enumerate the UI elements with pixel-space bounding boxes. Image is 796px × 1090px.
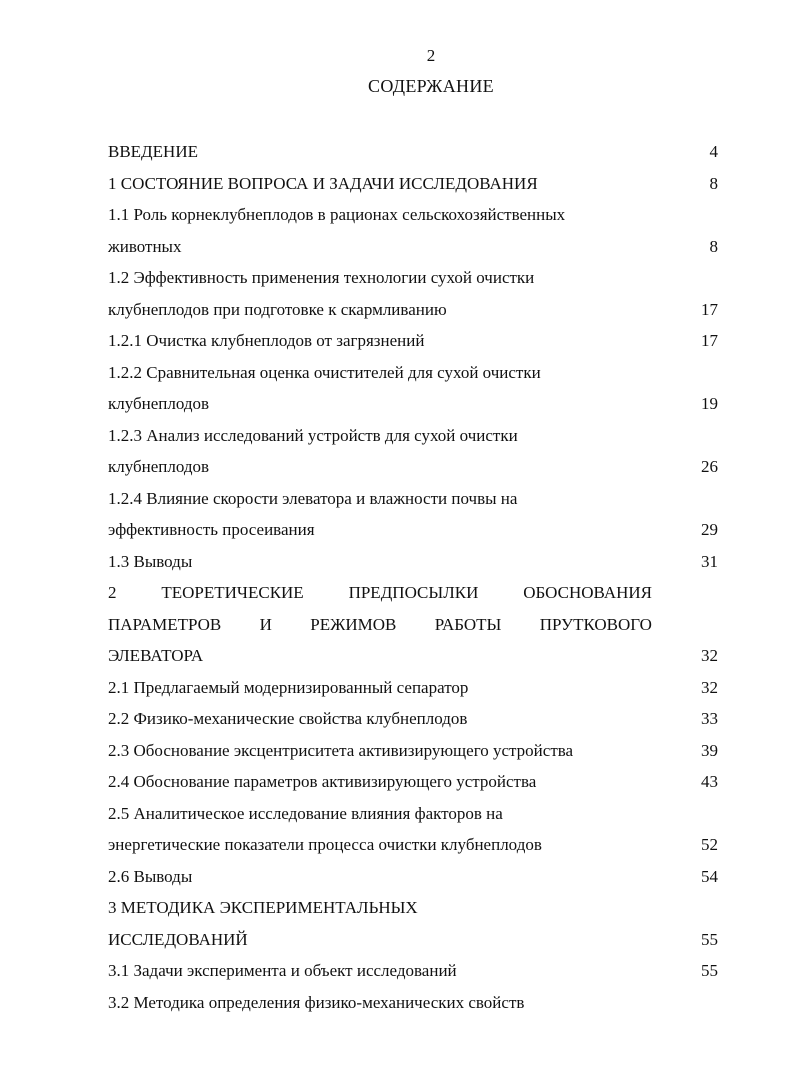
toc-line xyxy=(108,609,720,641)
toc-word: ОБОСНОВАНИЯ xyxy=(523,583,652,602)
toc-entry xyxy=(108,672,720,704)
toc-entry xyxy=(108,861,720,893)
toc-entry-text: 1.2.4 Влияние скорости элеватора и влажности почвы на xyxy=(108,488,518,508)
toc-page-number: 55 xyxy=(701,961,718,980)
toc-entry-text: 3.1 Задачи эксперимента и объект исследований xyxy=(108,961,457,980)
toc-line xyxy=(108,514,720,546)
toc-entry-text: 1 СОСТОЯНИЕ ВОПРОСА И ЗАДАЧИ ИССЛЕДОВАНИЯ xyxy=(108,173,538,193)
toc-entry-text: клубнеплодов при подготовке к скармливанию xyxy=(108,299,447,319)
toc-entry-text: ЭЛЕВАТОРА xyxy=(108,646,204,665)
toc-line xyxy=(108,924,720,956)
toc-entry-text: 2.2 Физико-механические свойства клубнеплодов xyxy=(108,709,468,728)
toc-entry xyxy=(108,546,720,578)
toc-page-number: 32 xyxy=(701,677,718,697)
toc-page-number: 55 xyxy=(701,929,718,949)
toc-entry-text: 2.6 Выводы xyxy=(108,866,193,886)
toc-word: ТЕОРЕТИЧЕСКИЕ xyxy=(161,583,304,602)
toc-entry-text: 1.2 Эффективность применения технологии сухой очистки xyxy=(108,268,535,287)
toc-entry-text: клубнеплодов xyxy=(108,457,210,476)
toc-page-number: 31 xyxy=(701,551,718,571)
toc-entry xyxy=(108,766,720,798)
toc-line xyxy=(108,199,720,231)
toc-word: ПРУТКОВОГО xyxy=(539,614,652,634)
toc-page-number: 8 xyxy=(709,236,718,256)
toc-entry xyxy=(108,136,720,168)
toc-entry xyxy=(108,892,720,955)
toc-entry xyxy=(108,168,720,200)
toc-line xyxy=(108,420,720,452)
toc-entry xyxy=(108,199,720,262)
toc-entry-text: 2.5 Аналитическое исследование влияния факторов на xyxy=(108,803,503,823)
toc-entry xyxy=(108,987,720,1019)
toc-entry xyxy=(108,483,720,546)
toc-entry-text: клубнеплодов xyxy=(108,394,210,413)
toc-line xyxy=(108,325,720,357)
toc-line xyxy=(108,546,720,578)
toc-entry xyxy=(108,420,720,483)
toc-line xyxy=(108,262,720,294)
toc-page-number: 29 xyxy=(701,520,718,539)
toc-entry-text: ВВЕДЕНИЕ xyxy=(108,142,198,161)
toc-word: И xyxy=(259,614,272,634)
toc-page-number: 26 xyxy=(701,457,718,476)
toc-line xyxy=(108,357,720,389)
page-title: СОДЕРЖАНИЕ xyxy=(368,76,494,96)
toc-page-number: 4 xyxy=(709,142,718,161)
toc-line xyxy=(108,168,720,200)
toc-line xyxy=(108,483,720,515)
toc-line xyxy=(108,294,720,326)
toc-line xyxy=(108,451,720,483)
toc-entry-text: 3.2 Методика определения физико-механических свойств xyxy=(108,992,525,1012)
toc-entry-text: эффективность просеивания xyxy=(108,520,315,539)
toc-page-number: 54 xyxy=(701,866,718,886)
toc-page-number: 43 xyxy=(701,772,718,791)
toc-page-number: 8 xyxy=(709,173,718,193)
toc-line xyxy=(108,640,720,672)
toc-line xyxy=(108,892,720,924)
toc-word: ПАРАМЕТРОВ xyxy=(108,614,222,634)
toc-page-number: 17 xyxy=(701,331,718,350)
toc-line xyxy=(108,703,720,735)
toc-entry-text: ИССЛЕДОВАНИЙ xyxy=(108,929,248,949)
toc-line xyxy=(108,861,720,893)
toc-page-number: 52 xyxy=(701,835,718,854)
toc-line xyxy=(108,798,720,830)
toc-line xyxy=(108,987,720,1019)
toc-line xyxy=(108,955,720,987)
toc-entry xyxy=(108,262,720,325)
toc-entry xyxy=(108,577,720,672)
toc-entry-text: 1.2.3 Анализ исследований устройств для сухой очистки xyxy=(108,425,518,445)
toc-line xyxy=(108,136,720,168)
toc-entry xyxy=(108,357,720,420)
toc-entry-text: 1.2.1 Очистка клубнеплодов от загрязнений xyxy=(108,331,425,350)
toc-entry xyxy=(108,955,720,987)
toc-line xyxy=(108,829,720,861)
toc-line xyxy=(108,577,720,609)
toc-entry-text xyxy=(108,609,652,641)
toc-entry xyxy=(108,798,720,861)
toc-entry-text: 1.2.2 Сравнительная оценка очистителей для сухой очистки xyxy=(108,362,541,382)
toc-word: 2 xyxy=(108,583,117,602)
toc-line xyxy=(108,766,720,798)
toc-line xyxy=(108,231,720,263)
toc-page-number: 39 xyxy=(701,740,718,760)
toc-entry-text: 2.1 Предлагаемый модернизированный сепаратор xyxy=(108,677,469,697)
toc-entry-text: 1.1 Роль корнеклубнеплодов в рационах сельскохозяйственных xyxy=(108,205,566,224)
toc-entry-text: 2.3 Обоснование эксцентриситета активизирующего устройства xyxy=(108,740,574,760)
toc-word: ПРЕДПОСЫЛКИ xyxy=(348,583,479,602)
toc-page-number: 19 xyxy=(701,394,718,413)
toc-entry-text: 1.3 Выводы xyxy=(108,551,193,571)
toc-entry-text: 2.4 Обоснование параметров активизирующего устройства xyxy=(108,772,537,791)
toc-entry-text xyxy=(108,577,652,609)
toc-entry-text: животных xyxy=(108,236,182,256)
toc-page-number: 33 xyxy=(701,709,718,728)
toc-entry xyxy=(108,735,720,767)
toc-page-number: 17 xyxy=(701,299,718,319)
toc-word: РЕЖИМОВ xyxy=(310,614,397,634)
toc-word: РАБОТЫ xyxy=(434,614,502,634)
toc-entry-text: энергетические показатели процесса очистки клубнеплодов xyxy=(108,835,542,854)
page-number: 2 xyxy=(426,46,436,65)
toc-line xyxy=(108,672,720,704)
toc-line xyxy=(108,735,720,767)
toc-entry xyxy=(108,325,720,357)
toc-line xyxy=(108,388,720,420)
table-of-contents xyxy=(108,136,720,1018)
toc-page-number: 32 xyxy=(701,646,718,665)
toc-entry-text: 3 МЕТОДИКА ЭКСПЕРИМЕНТАЛЬНЫХ xyxy=(108,898,418,917)
toc-entry xyxy=(108,703,720,735)
